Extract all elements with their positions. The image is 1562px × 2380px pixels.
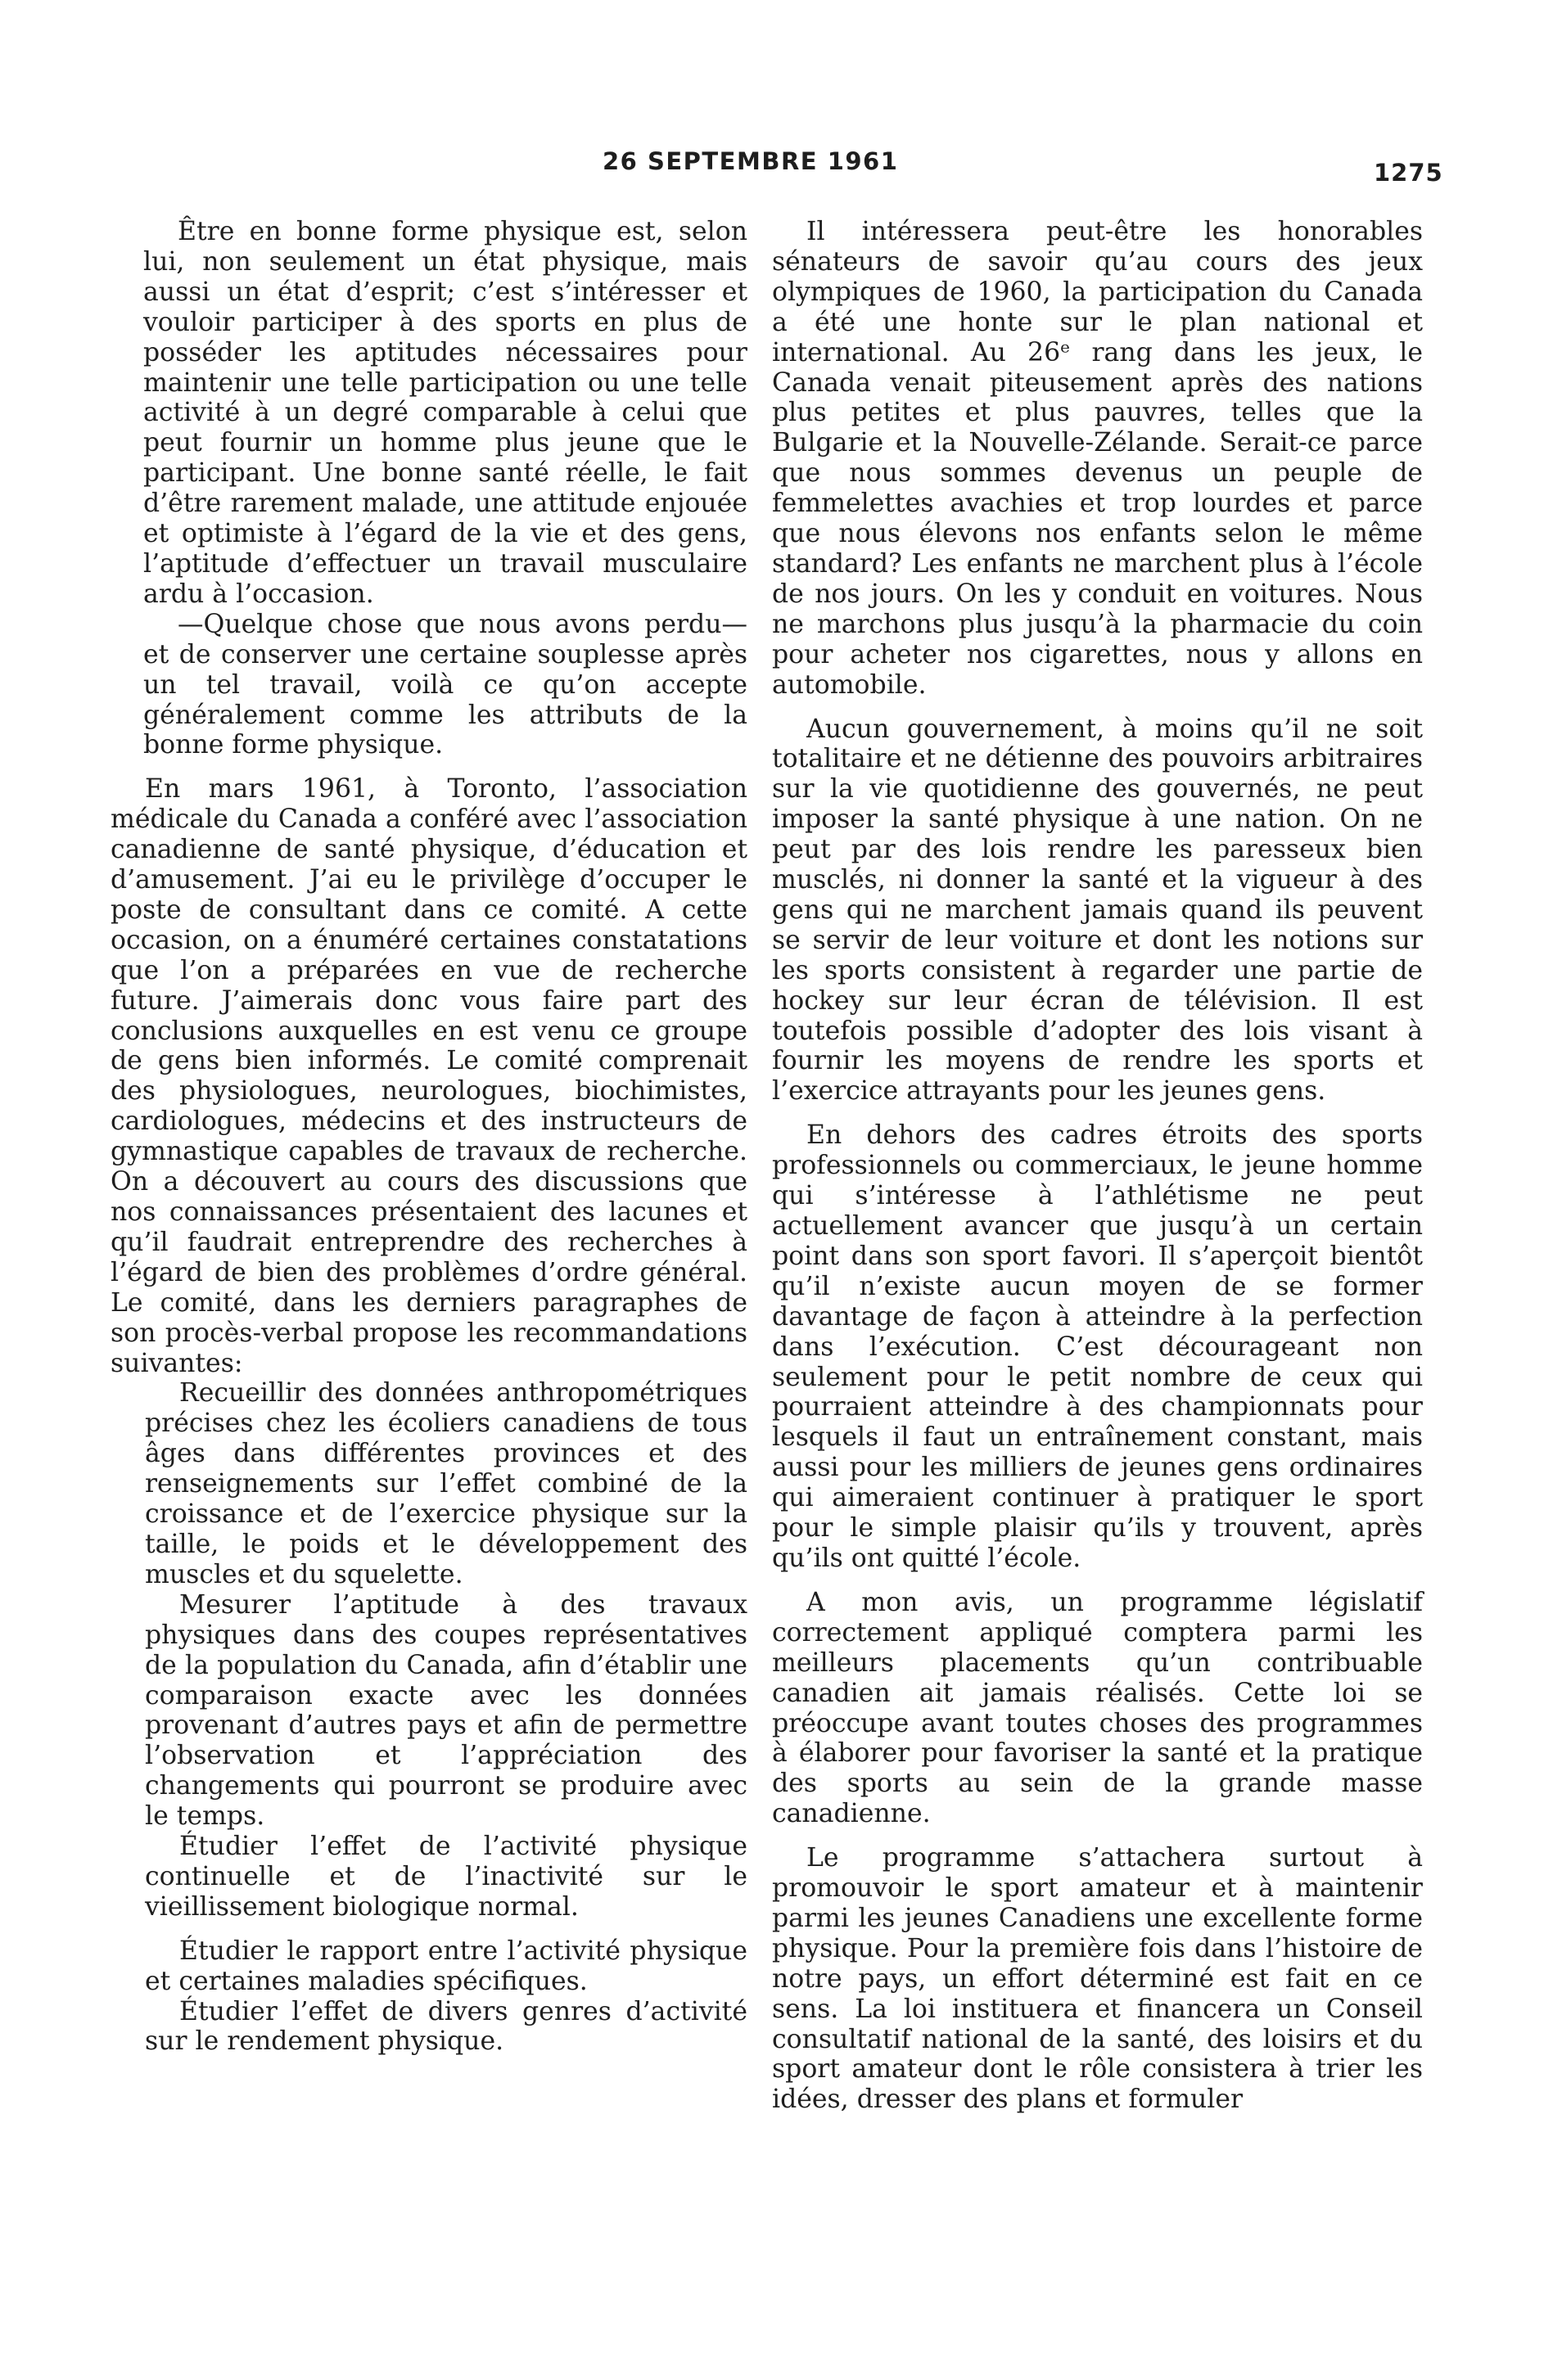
quoted-paragraph: —Quelque chose que nous avons perdu— et de conserver une certaine souplesse après un tel travail, voilà ce qu’on accepte généralement comme les attributs de la bonne forme physique.	[143, 609, 747, 760]
quoted-paragraph: Être en bonne forme physique est, selon lui, non seulement un état physique, mais aussi un état d’esprit; c’est s’intéresser et vouloir participer à des sports en plus de posséder les aptitudes nécessaires pour maintenir une telle participation ou une telle activité à un degré comparable à celui que peut fournir un homme plus jeune que le participant. Une bonne santé réelle, le fait d’être rarement malade, une attitude enjouée et optimiste à l’égard de la vie et des gens, l’aptitude d’effectuer un travail musculaire ardu à l’occasion.	[143, 217, 747, 609]
recommendation-item: Étudier l’effet de l’activité physique continuelle et de l’inactivité sur le vieillissement biologique normal.	[145, 1832, 747, 1922]
body-paragraph: En dehors des cadres étroits des sports professionnels ou commerciaux, le jeune homme qui s’intéresse à l’athlétisme ne peut actuellement avancer que jusqu’à un certain point dans son sport favori. Il s’aperçoit bientôt qu’il n’existe aucun moyen de se former davantage de façon à atteindre à la perfection dans l’exécution. C’est décourageant non seulement pour le petit nombre de ceux qui pourraient atteindre à des championnats pour lesquels il faut un entraînement constant, mais aussi pour les milliers de jeunes gens ordinaires qui aimeraient continuer à pratiquer le sport pour le simple plaisir qu’ils y trouvent, après qu’ils ont quitté l’école.	[772, 1120, 1423, 1573]
body-paragraph: Il intéressera peut-être les honorables sénateurs de savoir qu’au cours des jeux olympiques de 1960, la participation du Canada a été une honte sur le plan national et international. Au 26ᵉ rang dans les jeux, le Canada venait piteusement après des nations plus petites et plus pauvres, telles que la Bulgarie et la Nouvelle-Zélande. Serait-ce parce que nous sommes devenus un peuple de femmelettes avachies et trop lourdes et parce que nous élevons nos enfants selon le même standard? Les enfants ne marchent plus à l’école de nos jours. On les y conduit en voitures. Nous ne marchons plus jusqu’à la pharmacie du coin pour acheter nos cigarettes, nous y allons en automobile.	[772, 217, 1423, 700]
body-paragraph: Aucun gouvernement, à moins qu’il ne soit totalitaire et ne détienne des pouvoirs arbitraires sur la vie quotidienne des gouvernés, ne peut imposer la santé physique à une nation. On ne peut par des lois rendre les paresseux bien musclés, ni donner la santé et la vigueur à des gens qui ne marchent jamais quand ils peuvent se servir de leur voiture et dont les notions sur les sports consistent à regarder une partie de hockey sur leur écran de télévision. Il est toutefois possible d’adopter des lois visant à fournir les moyens de rendre les sports et l’exercice attrayants pour les jeunes gens.	[772, 714, 1423, 1107]
recommendation-item: Étudier le rapport entre l’activité physique et certaines maladies spécifiques.	[145, 1936, 747, 1996]
recommendation-item: Étudier l’effet de divers genres d’activité sur le rendement physique.	[145, 1996, 747, 2057]
recommendation-item: Recueillir des données anthropométriques précises chez les écoliers canadiens de tous âges dans différentes provinces et des renseignements sur l’effet combiné de la croissance et de l’exercice physique sur la taille, le poids et le développement des muscles et du squelette.	[145, 1378, 747, 1589]
body-paragraph: A mon avis, un programme législatif correctement appliqué comptera parmi les meilleurs placements qu’un contribuable canadien ait jamais réalisés. Cette loi se préoccupe avant toutes choses des programmes à élaborer pour favoriser la santé et la pratique des sports au sein de la grande masse canadienne.	[772, 1587, 1423, 1829]
left-column	[111, 217, 747, 2057]
recommendation-item: Mesurer l’aptitude à des travaux physiques dans des coupes représentatives de la population du Canada, afin d’établir une comparaison exacte avec les données provenant d’autres pays et afin de permettre l’observation et l’appréciation des changements qui pourront se produire avec le temps.	[145, 1589, 747, 1832]
body-paragraph: Le programme s’attachera surtout à promouvoir le sport amateur et à maintenir parmi les jeunes Canadiens une excellente forme physique. Pour la première fois dans l’histoire de notre pays, un effort déterminé est fait en ce sens. La loi instituera et financera un Conseil consultatif national de la santé, des loisirs et du sport amateur dont le rôle consistera à trier les idées, dresser des plans et formuler	[772, 1843, 1423, 2115]
running-head-date: 26 SEPTEMBRE 1961	[603, 147, 899, 175]
page-number: 1275	[1374, 159, 1443, 187]
body-paragraph: En mars 1961, à Toronto, l’association médicale du Canada a conféré avec l’association canadienne de santé physique, d’éducation et d’amusement. J’ai eu le privilège d’occuper le poste de consultant dans ce comité. A cette occasion, on a énuméré certaines constatations que l’on a préparées en vue de recherche future. J’aimerais donc vous faire part des conclusions auxquelles en est venu ce groupe de gens bien informés. Le comité comprenait des physiologues, neurologues, biochimistes, cardiologues, médecins et des instructeurs de gymnastique capables de travaux de recherche. On a découvert au cours des discussions que nos connaissances présentaient des lacunes et qu’il faudrait entreprendre des recherches à l’égard de bien des problèmes d’ordre général. Le comité, dans les derniers paragraphes de son procès-verbal propose les recommandations suivantes:	[111, 774, 747, 1378]
page-header	[0, 147, 1562, 196]
right-column	[772, 217, 1423, 2115]
